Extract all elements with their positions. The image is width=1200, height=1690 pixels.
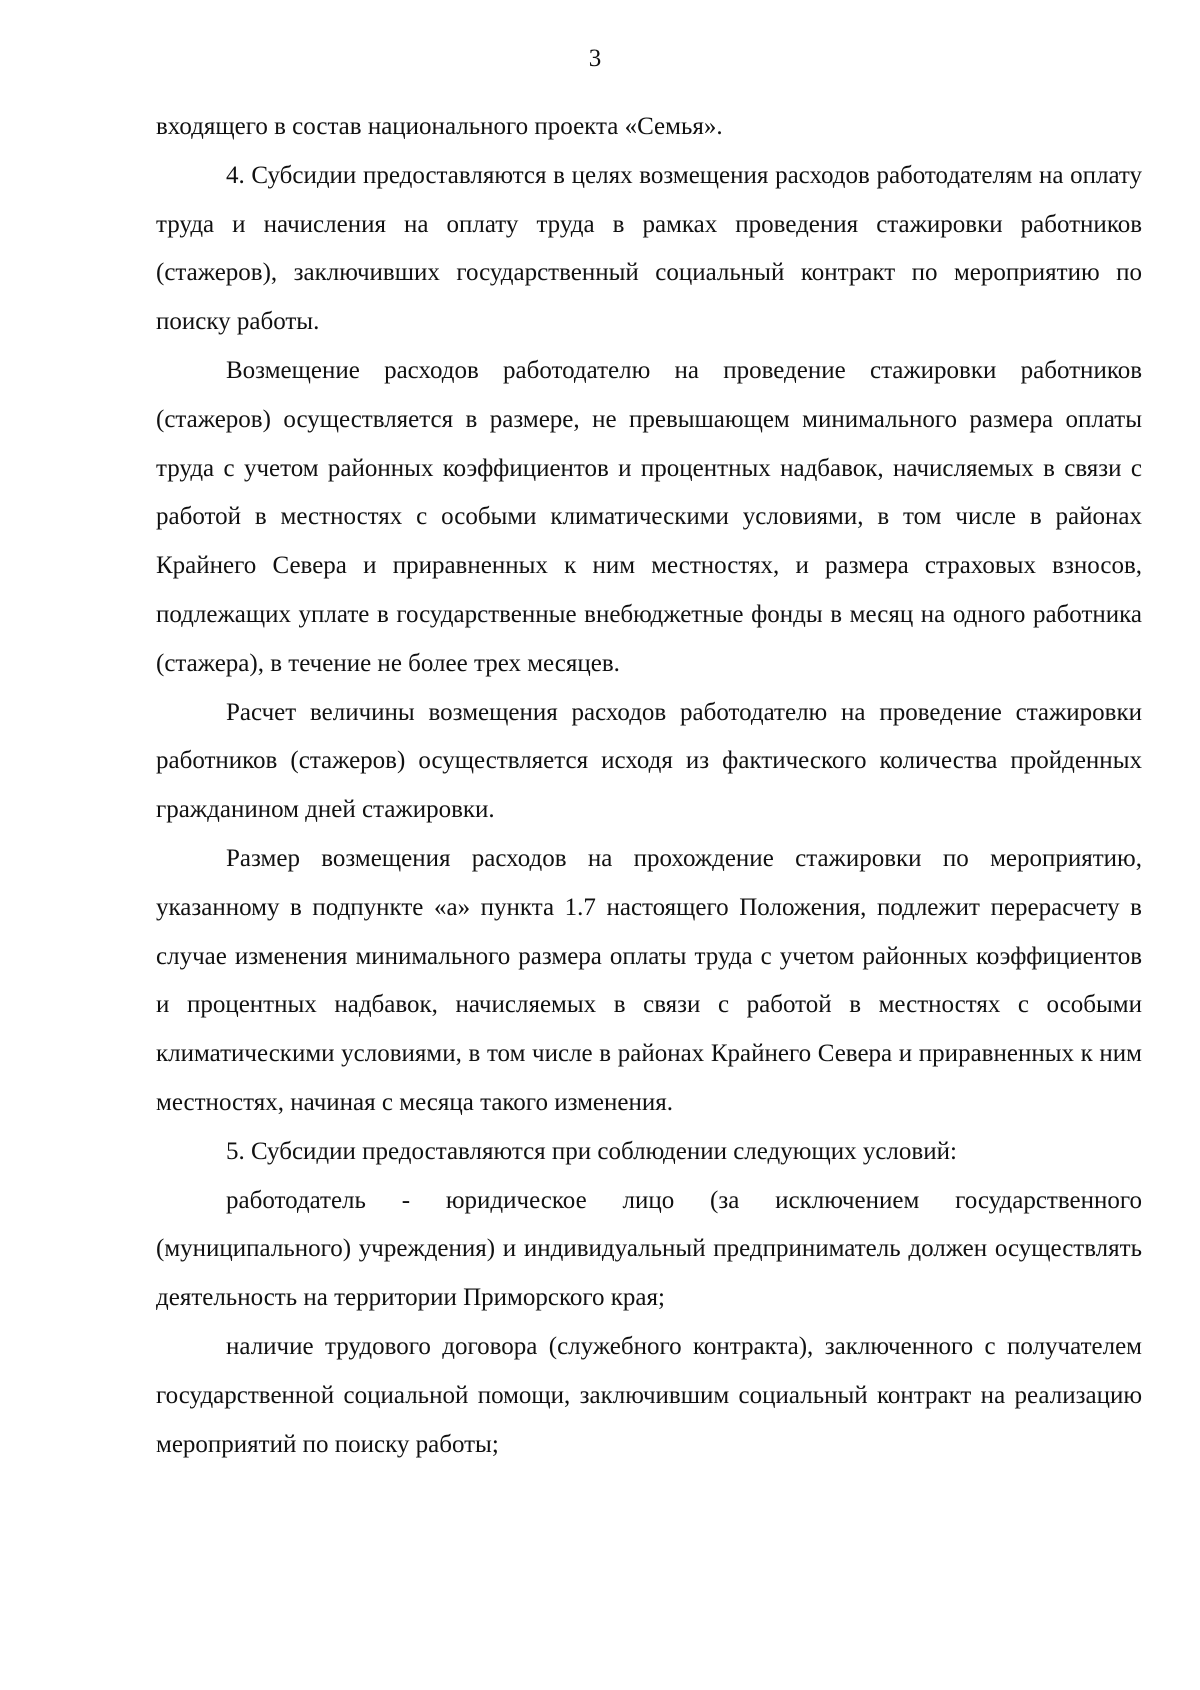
paragraph-recalculation: Размер возмещения расходов на прохождение стажировки по мероприятию, указанному в подпункте «а» пункта 1.7 настоящего Положения, подлежит перерасчету в случае изменения минимального размера оплаты труда с учетом районных коэффициентов и процентных надбавок, начисляемых в связи с работой в местностях с особыми климатическими условиями, в том числе в районах Крайнего Севера и приравненных к ним местностях, начиная с месяца такого изменения.	[156, 844, 1142, 1116]
paragraph-calculation: Расчет величины возмещения расходов работодателю на проведение стажировки работников (стажеров) осуществляется исходя из фактического количества пройденных гражданином дней стажировки.	[156, 698, 1142, 824]
paragraph-condition-employer: работодатель - юридическое лицо (за исключением государственного (муниципального) учреждения) и индивидуальный предприниматель должен осуществлять деятельность на территории Приморского края;	[156, 1186, 1142, 1312]
paragraph-condition-contract: наличие трудового договора (служебного контракта), заключенного с получателем государственной социальной помощи, заключившим социальный контракт на реализацию мероприятий по поиску работы;	[156, 1332, 1142, 1458]
paragraph-item-5: 5. Субсидии предоставляются при соблюдении следующих условий:	[226, 1137, 957, 1165]
paragraph-item-4: 4. Субсидии предоставляются в целях возмещения расходов работодателям на оплату труда и начисления на оплату труда в рамках проведения стажировки работников (стажеров), заключивших государственный социальный контракт по мероприятию по поиску работы.	[156, 161, 1142, 336]
paragraph-continuation: входящего в состав национального проекта «Семья».	[156, 113, 723, 140]
page-number: 3	[588, 45, 602, 72]
document-body	[156, 103, 1142, 1469]
paragraph-reimbursement: Возмещение расходов работодателю на проведение стажировки работников (стажеров) осуществляется в размере, не превышающем минимального размера оплаты труда с учетом районных коэффициентов и процентных надбавок, начисляемых в связи с работой в местностях с особыми климатическими условиями, в том числе в районах Крайнего Севера и приравненных к ним местностях, и размера страховых взносов, подлежащих уплате в государственные внебюджетные фонды в месяц на одного работника (стажера), в течение не более трех месяцев.	[156, 356, 1142, 677]
